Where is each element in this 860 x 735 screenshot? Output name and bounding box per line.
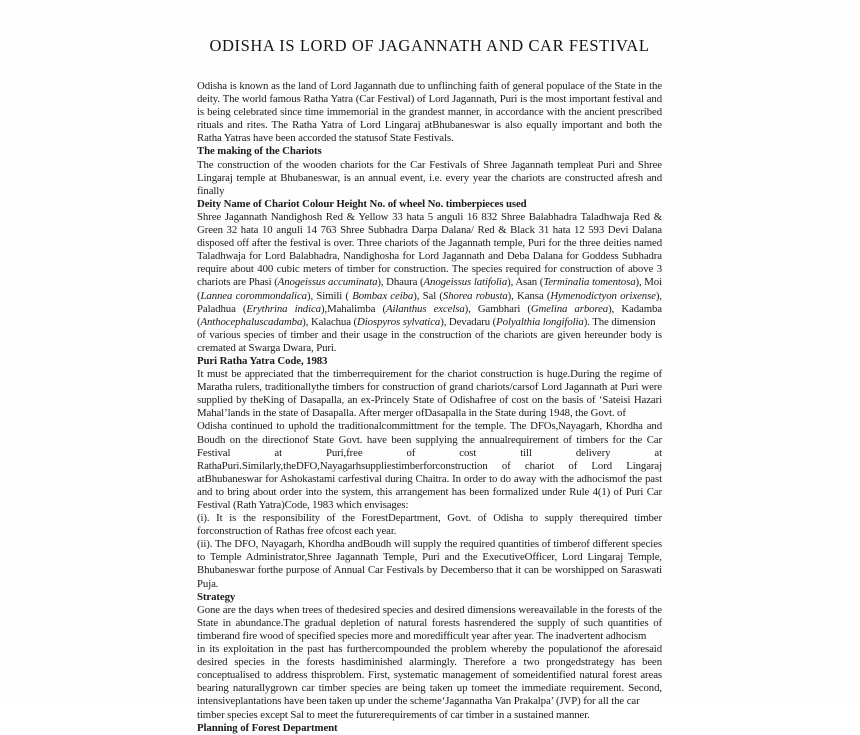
paragraph bbox=[197, 709, 662, 722]
section-heading: Strategy bbox=[197, 590, 236, 603]
species-latin-name: Shorea robusta bbox=[442, 289, 508, 302]
text-run: It must be appreciated that the timberrequirement for the chariot construction is huge.During the regime of Maratha rulers, traditionallythe timbers for construction of grand chariots/carsof Lord Jagannath at Puri were supplied by theKing of Dasapalla, an ex-Princely State of Odishafree of cost on the basis of ‘Sateisi Hazari Mahal’lands in the state of Dasapalla. After merger ofDasapalla in the State during 1948, the Govt. of bbox=[197, 368, 662, 420]
species-latin-name: Gmelina arborea bbox=[530, 302, 609, 315]
document-body bbox=[197, 80, 662, 735]
text-run: (ii). The DFO, Nayagarh, Khordha andBoudh will supply the required quantities of timberof different species to Temple Administrator,Shree Jagannath Temple, Puri and the ExecutiveOfficer, Lord Lingaraj Temple, Bhubaneswar forthe purpose of Annual Car Festivals by Decemberso that it can be worshipped on Saraswati Puja. bbox=[197, 538, 662, 590]
species-latin-name: Bombax ceiba bbox=[352, 289, 414, 302]
species-latin-name: Polyalthia longifolia bbox=[496, 315, 584, 328]
text-run: ), Dhaura ( bbox=[377, 276, 424, 289]
text-run: ),Mahalimba ( bbox=[320, 302, 386, 315]
paragraph bbox=[197, 538, 662, 590]
text-run: ), Kalachua ( bbox=[302, 315, 358, 328]
species-latin-name: Anogeissus accuminata bbox=[277, 276, 378, 289]
species-latin-name: Hymenodictyon orixense bbox=[550, 289, 656, 302]
paragraph bbox=[197, 604, 662, 643]
text-run: ), Gambhari ( bbox=[464, 302, 531, 315]
paragraph bbox=[197, 368, 662, 420]
text-run: in its exploitation in the past has furthercompounded the problem whereby the populationof the aforesaid desired species in the forests hasdiminished alarmingly. Therefore a two prongedstrategy has been conceptualised to address thisproblem. First, systematic management of someidentified natural forest areas bearing naturallygrown car timber species are being taken up tomeet the immediate requirement. Second, intensiveplantations have been taken up under the scheme‘Jagannatha Van Prakalpa’ (JVP) for all the car bbox=[197, 643, 662, 708]
section-heading: Planning of Forest Department bbox=[197, 721, 338, 734]
text-run: ), Sal ( bbox=[413, 289, 443, 302]
text-run: ), Devadaru ( bbox=[440, 315, 497, 328]
species-latin-name: Diospyros sylvatica bbox=[357, 315, 441, 328]
text-run: Shree Jagannath Nandighosh Red & Yellow 33 hata 5 anguli 16 832 Shree Balabhadra Taladhwaja Red & Green 32 hata 10 anguli 14 763 Shree Subhadra Darpa Dalana/ Red & Black 31 hata 12 593 Devi Dalana disposed off after the festival is over. Three chariots of the Jagannath temple, Puri for the three deities named Taladhwaja for Lord Balabhadra, Nandighosha for Lord Jagannath and Deba Dalana for Goddess Subhadra require about 400 cubic meters of timber for construction. The species required for construction of above 3 chariots are Phasi ( bbox=[197, 210, 662, 289]
page-title: ODISHA IS LORD OF JAGANNATH AND CAR FESTIVAL bbox=[209, 36, 650, 55]
species-latin-name: Terminalia tomentosa bbox=[543, 276, 636, 289]
text-run: ). The dimension bbox=[583, 315, 656, 328]
text-run: Gone are the days when trees of thedesired species and desired dimensions wereavailable in the forests of the State in abundance.The gradual depletion of natural forests hasrendered the supply of such quantities of timberand fire wood of specified species more and moredifficult year after year. The inadvertent adhocism bbox=[197, 603, 662, 642]
paragraph bbox=[197, 643, 662, 708]
paragraph bbox=[197, 512, 662, 538]
text-run: Odisha is known as the land of Lord Jagannath due to unflinching faith of general populace of the State in the deity. The world famous Ratha Yatra (Car Festival) of Lord Jagannath, Puri is the most important festival and is being celebrated since time immemorial in the grandest manner, in accordance with the ancient prescribed rituals and rites. The Ratha Yatra of Lord Lingaraj atBhubaneswar is also equally important and both the Ratha Yatras have been accorded the statusof State Festivals. bbox=[197, 80, 662, 145]
text-run: timber species except Sal to meet the futurerequirements of car timber in a sustained manner. bbox=[197, 708, 590, 721]
text-run: The construction of the wooden chariots for the Car Festivals of Shree Jagannath templeat Puri and Shree Lingaraj temple at Bhubaneswar, is an annual event, i.e. every year the chariots are constructed afresh and finally bbox=[197, 158, 662, 197]
section-heading: Deity Name of Chariot Colour Height No. of wheel No. timberpieces used bbox=[197, 197, 527, 210]
text-run: ), Paladhua ( bbox=[197, 289, 662, 315]
text-run: ), Simili ( bbox=[306, 289, 353, 302]
text-run: Odisha continued to uphold the traditionalcommittment for the temple. The DFOs,Nayagarh, Khordha and Boudh on the directionof State Govt. have been supplying the annualrequirement of timbers for the Car Festival at Puri,free of cost till delivery at RathaPuri.Similarly,theDFO,Nayagarhsuppliestimberforconstruction of chariot of Lord Lingaraj atBhubaneswar for Ashokastami carfestival during Chaitra. In order to do away with the adhocismof the past and to bring about order into the system, this arrangement has been formalized under Rule 4(1) of Puri Car Festival (Rath Yatra)Code, 1983 which envisages: bbox=[197, 420, 662, 511]
species-latin-name: Erythrina indica bbox=[246, 302, 321, 315]
paragraph bbox=[197, 329, 662, 355]
text-run: ), Kansa ( bbox=[507, 289, 551, 302]
section-heading: Puri Ratha Yatra Code, 1983 bbox=[197, 354, 328, 367]
species-latin-name: Lannea corommondalica bbox=[200, 289, 307, 302]
text-run: of various species of timber and their usage in the construction of the chariots are given hereunder body is cremated at Swarga Dwara, Puri. bbox=[197, 328, 662, 354]
paragraph bbox=[197, 80, 662, 145]
text-run: (i). It is the responsibility of the ForestDepartment, Govt. of Odisha to supply therequired timber forconstruction of Rathas free ofcost each year. bbox=[197, 512, 662, 538]
section-heading: The making of the Chariots bbox=[197, 145, 322, 158]
document-content bbox=[197, 36, 662, 735]
paragraph bbox=[197, 420, 662, 512]
text-run: ), Moi ( bbox=[197, 276, 662, 302]
species-latin-name: Anthocephaluscadamba bbox=[200, 315, 303, 328]
species-latin-name: Ailanthus excelsa bbox=[385, 302, 465, 315]
paragraph bbox=[197, 211, 662, 329]
paragraph bbox=[197, 159, 662, 198]
text-run: ), Asan ( bbox=[507, 276, 544, 289]
text-run: ), Kadamba ( bbox=[197, 302, 662, 328]
species-latin-name: Anogeissus latifolia bbox=[423, 276, 508, 289]
